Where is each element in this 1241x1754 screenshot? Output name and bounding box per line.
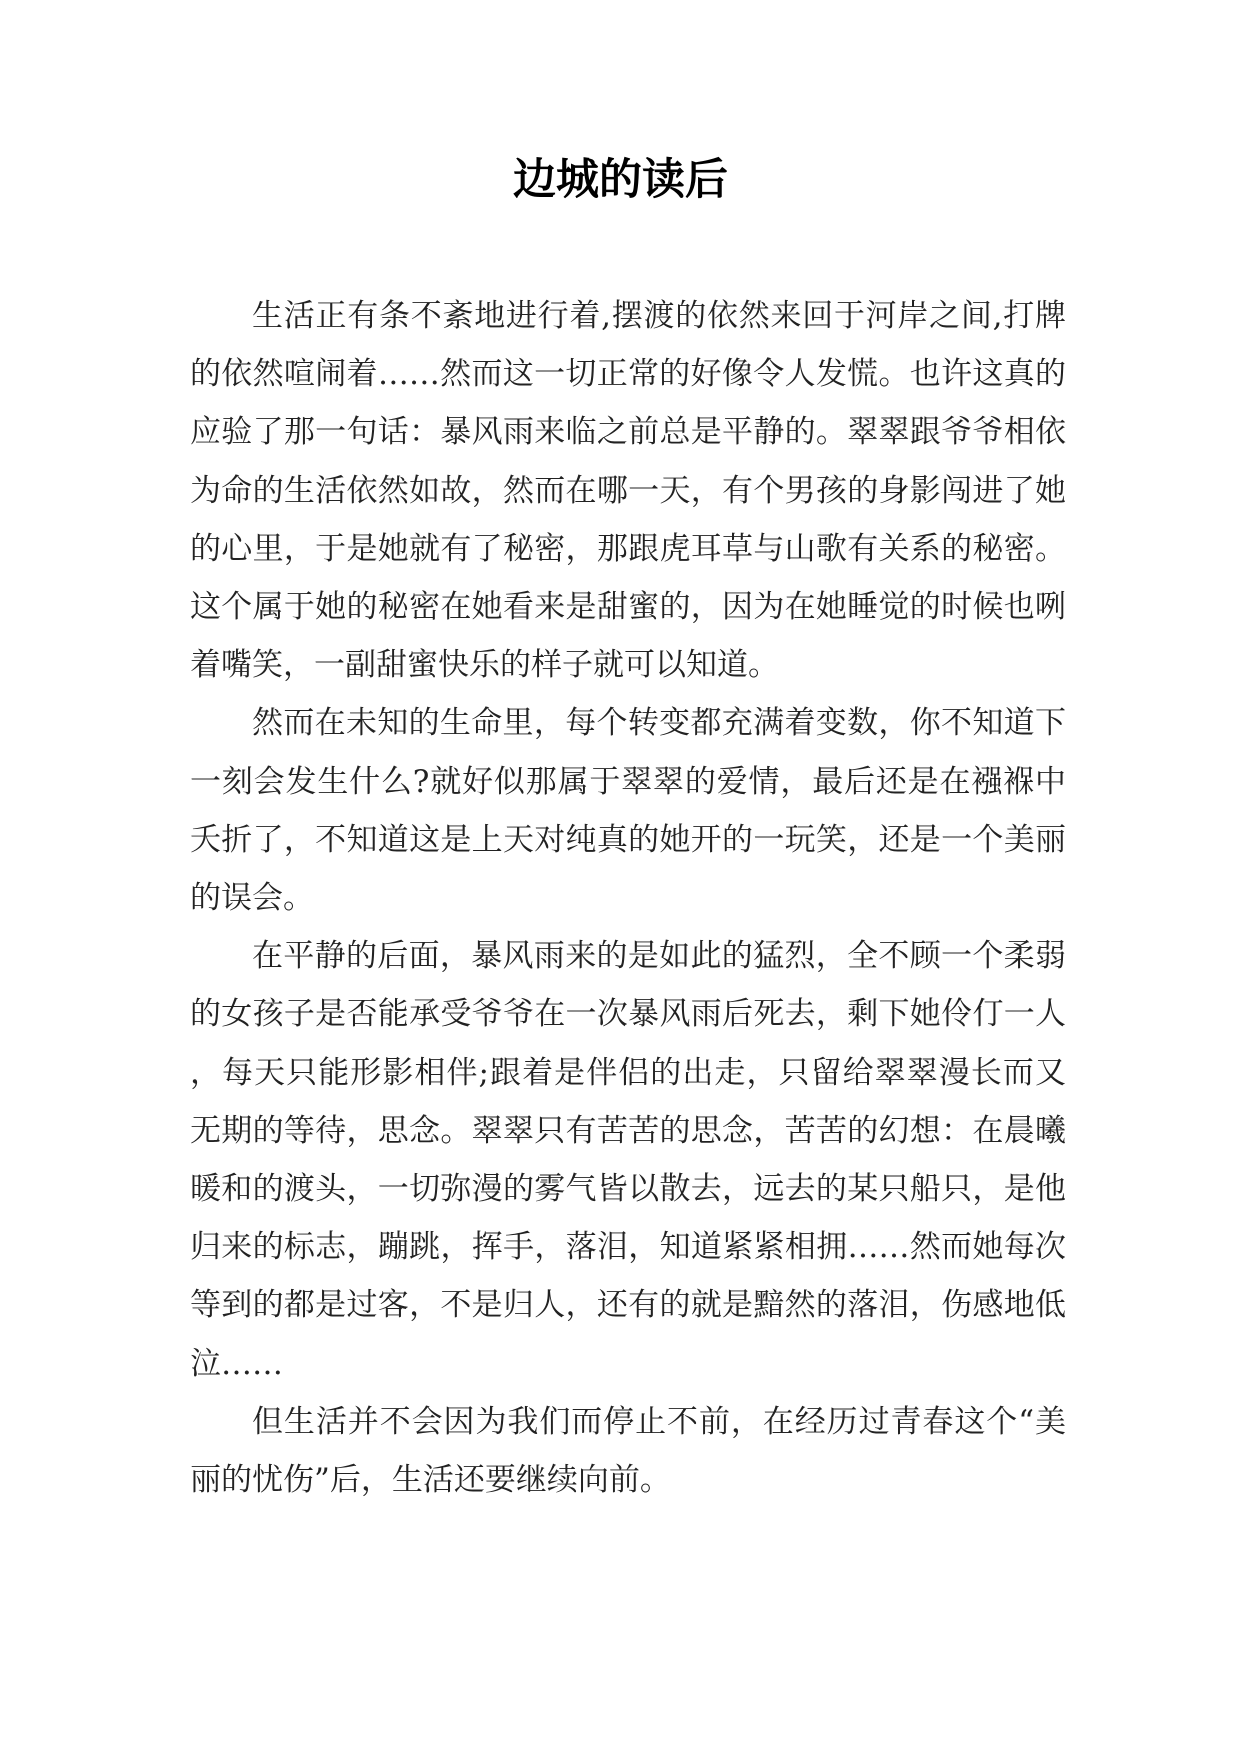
document-body <box>190 287 1066 1509</box>
paragraph-4: 但生活并不会因为我们而停止不前，在经历过青春这个“美丽的忧伤”后，生活还要继续向前。 <box>190 1403 1066 1499</box>
paragraph-2: 然而在未知的生命里，每个转变都充满着变数，你不知道下一刻会发生什么?就好似那属于翠翠的爱情，最后还是在襁褓中夭折了，不知道这是上天对纯真的她开的一玩笑，还是一个美丽的误会。 <box>190 705 1066 917</box>
document-title: 边城的读后 <box>513 155 728 205</box>
paragraph-3: 在平静的后面，暴风雨来的是如此的猛烈，全不顾一个柔弱的女孩子是否能承受爷爷在一次暴风雨后死去，剩下她伶仃一人，每天只能形影相伴;跟着是伴侣的出走，只留给翠翠漫长而又无期的等待，思念。翠翠只有苦苦的思念，苦苦的幻想：在晨曦暖和的渡头，一切弥漫的雾气皆以散去，远去的某只船只，是他归来的标志，蹦跳，挥手，落泪，知道紧紧相拥……然而她每次等到的都是过客，不是归人，还有的就是黯然的落泪，伤感地低泣…… <box>190 938 1066 1382</box>
paragraph-1: 生活正有条不紊地进行着,摆渡的依然来回于河岸之间,打牌的依然喧闹着……然而这一切正常的好像令人发慌。也许这真的应验了那一句话：暴风雨来临之前总是平静的。翠翠跟爷爷相依为命的生活依然如故，然而在哪一天，有个男孩的身影闯进了她的心里，于是她就有了秘密，那跟虎耳草与山歌有关系的秘密。这个属于她的秘密在她看来是甜蜜的，因为在她睡觉的时候也咧着嘴笑，一副甜蜜快乐的样子就可以知道。 <box>190 298 1066 684</box>
